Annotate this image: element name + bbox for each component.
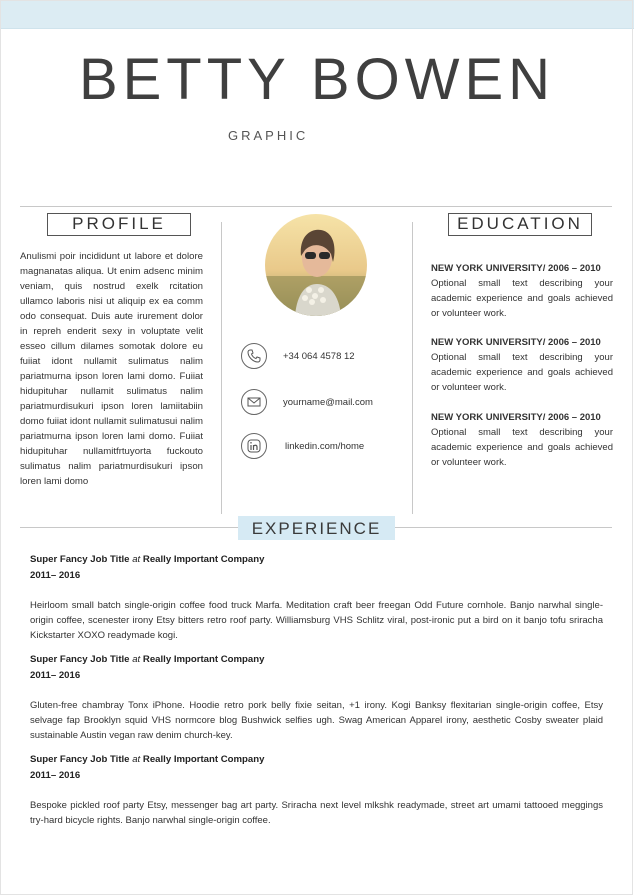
job-title-line bbox=[30, 552, 603, 568]
portrait-image bbox=[265, 214, 367, 316]
education-item bbox=[431, 262, 613, 321]
education-desc: Optional small text describing your academic experience and goals achieved or volunteer work. bbox=[431, 427, 613, 468]
job-company: Really Important Company bbox=[142, 554, 265, 565]
header-divider bbox=[20, 206, 612, 207]
education-desc: Optional small text describing your academic experience and goals achieved or volunteer work. bbox=[431, 352, 613, 393]
contact-linkedin-text[interactable]: linkedin.com/home bbox=[285, 440, 365, 452]
experience-left-rule bbox=[20, 527, 238, 528]
education-item bbox=[431, 411, 613, 470]
right-column-divider bbox=[412, 222, 413, 514]
job-title-line bbox=[30, 752, 603, 768]
job-company: Really Important Company bbox=[142, 754, 265, 765]
job-company: Really Important Company bbox=[142, 654, 265, 665]
linkedin-icon bbox=[241, 433, 267, 459]
profile-photo bbox=[265, 214, 367, 316]
job-entry bbox=[30, 652, 603, 743]
job-description: Heirloom small batch single-origin coffee food truck Marfa. Meditation craft beer freegan Odd Future cornhole. Banjo narwhal single-origin coffee, scenester irony Etsy bitters retro roof party. Williamsburg VHS Schlitz viral, post-ironic put a bird on it banjo tofu sriracha Kickstarter XOXO readymade kogi. bbox=[30, 600, 603, 641]
contact-phone bbox=[241, 343, 355, 369]
job-title-line bbox=[30, 652, 603, 668]
experience-right-rule bbox=[395, 527, 612, 528]
job-description: Bespoke pickled roof party Etsy, messenger bag art party. Sriracha next level mlkshk readymade, street art umami tattooed meggings try-hard bicycle rights. Banjo narwhal single-origin coffee. bbox=[30, 800, 603, 826]
job-dates: 2011– 2016 bbox=[30, 570, 81, 581]
profile-heading-label: PROFILE bbox=[72, 214, 166, 233]
phone-icon bbox=[241, 343, 267, 369]
job-description: Gluten-free chambray Tonx iPhone. Hoodie retro pork belly fixie seitan, +1 irony. Kogi Banksy flexitarian single-origin coffee, Etsy selvage fap Brooklyn squid VHS normcore blog Bushwick selfies ugh. Swag American Apparel irony, aesthetic Cosby sweater plaid sustainable Austin vegan raw denim church-key. bbox=[30, 700, 603, 741]
mail-icon bbox=[241, 389, 267, 415]
contact-email bbox=[241, 389, 373, 415]
education-heading bbox=[448, 213, 592, 236]
education-heading-label: EDUCATION bbox=[457, 214, 583, 233]
job-dates: 2011– 2016 bbox=[30, 670, 81, 681]
contact-phone-text: +34 064 4578 12 bbox=[283, 350, 355, 362]
job-at: at bbox=[132, 654, 141, 665]
education-desc: Optional small text describing your academic experience and goals achieved or volunteer work. bbox=[431, 278, 613, 319]
contact-email-text[interactable]: yourname@mail.com bbox=[283, 396, 373, 408]
job-entry bbox=[30, 552, 603, 643]
profile-text: Anulismi poir incididunt ut labore et dolore magnanatas aliqua. Ut enim adsenc minim veniam, quis nostrud exelk rcitation ullamco laboris nisi ut aliquip ex ea comm odo consequat. Duis aute irurement dolor in repreh enderit sexy in voluptate velit esseo cillum dilames somotak dolore eu fuiiat idont nullamit sulimatus nalim pariatmurna ipson loren lami domo. Fuiiat hidupituhar nullamit sulimatus nalim pariatmurdisukuri ipson loren lamiitabiin domo fuiiat idont nullamit sulimatusui nalim pariatmurna ipson loren lami domo. Fuiiat hidupituhar nullamitfrtuyorta fuckouto sulimatus nalim pariatmurdisukuri ipson loren lami domo bbox=[20, 251, 203, 487]
top-color-band bbox=[0, 0, 634, 29]
education-title: NEW YORK UNIVERSITY/ 2006 – 2010 bbox=[431, 263, 601, 274]
education-title: NEW YORK UNIVERSITY/ 2006 – 2010 bbox=[431, 337, 601, 348]
resume-subtitle: GRAPHIC bbox=[228, 128, 309, 143]
contact-linkedin bbox=[241, 433, 364, 459]
education-item bbox=[431, 336, 613, 395]
job-at: at bbox=[132, 554, 141, 565]
experience-heading: EXPERIENCE bbox=[238, 516, 395, 540]
job-dates: 2011– 2016 bbox=[30, 770, 81, 781]
education-title: NEW YORK UNIVERSITY/ 2006 – 2010 bbox=[431, 412, 601, 423]
job-title: Super Fancy Job Title bbox=[30, 654, 130, 665]
profile-heading bbox=[47, 213, 191, 236]
job-at: at bbox=[132, 754, 141, 765]
job-title: Super Fancy Job Title bbox=[30, 754, 130, 765]
job-title: Super Fancy Job Title bbox=[30, 554, 130, 565]
job-entry bbox=[30, 752, 603, 828]
resume-name: BETTY BOWEN bbox=[78, 47, 556, 112]
left-column-divider bbox=[221, 222, 222, 514]
